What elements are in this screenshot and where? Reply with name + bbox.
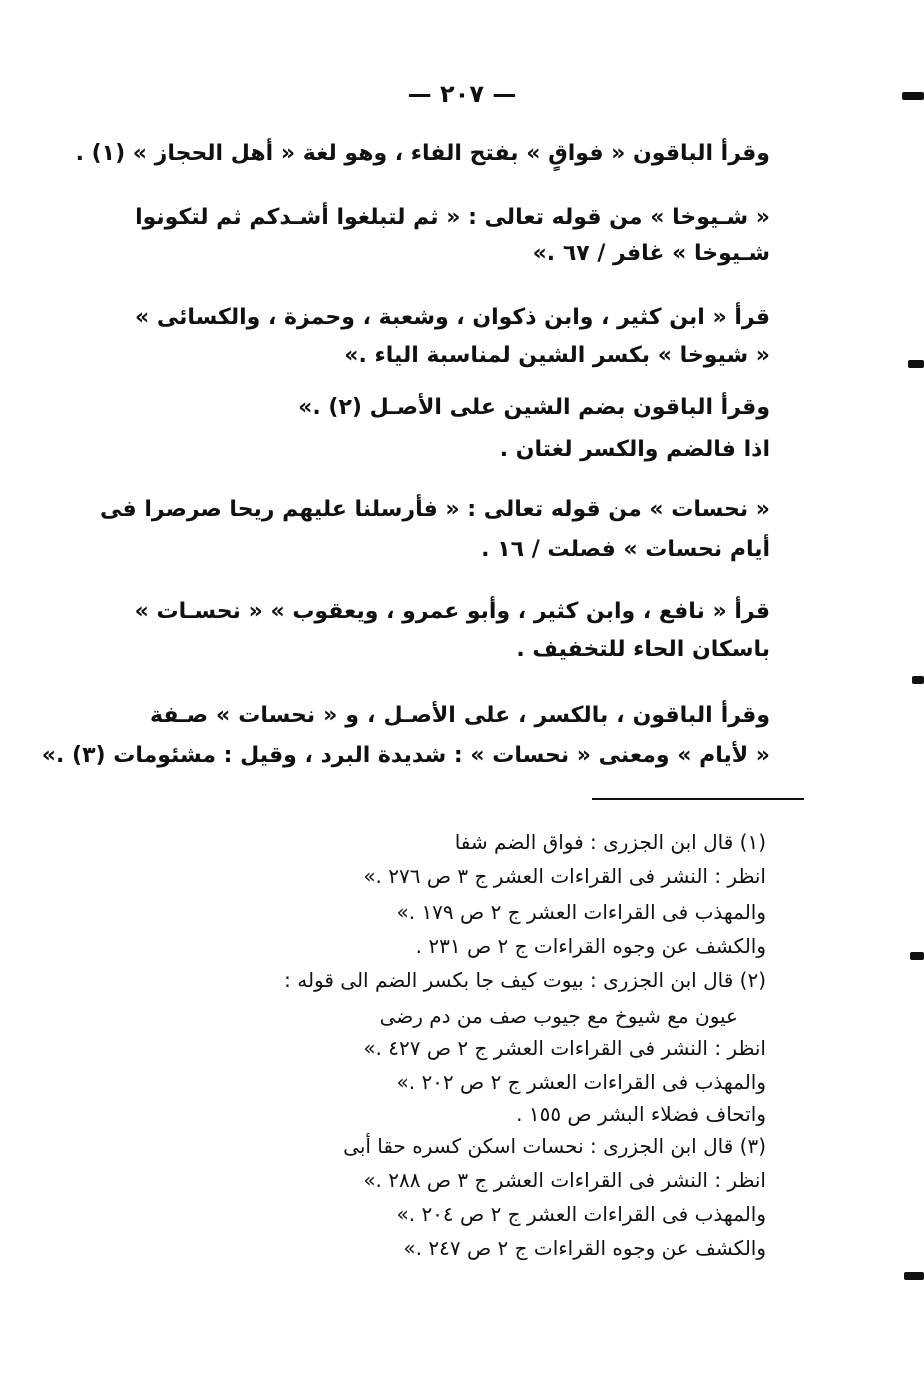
footnote-line: عيون مع شيوخ مع جيوب صف من دم رضى <box>379 1004 738 1028</box>
body-line: أيام نحسات » فصلت / ١٦ . <box>481 537 770 562</box>
scan-edge-mark <box>912 676 924 684</box>
scan-edge-mark <box>904 1272 924 1280</box>
body-line: وقرأ الباقون « فواقٍ » بفتح الفاء ، وهو لغة « أهل الحجاز » (١) . <box>75 141 770 166</box>
body-line: « شيوخا » بكسر الشين لمناسبة الياء .» <box>344 343 770 368</box>
body-line: اذا فالضم والكسر لغتان . <box>499 437 770 462</box>
scan-edge-mark <box>910 952 924 960</box>
scan-edge-mark <box>902 92 924 100</box>
page-number: — ٢٠٧ — <box>407 80 517 108</box>
footnote-line: والكشف عن وجوه القراءات ج ٢ ص ٢٣١ . <box>415 934 766 958</box>
footnote-line: والمهذب فى القراءات العشر ج ٢ ص ٢٠٢ .» <box>396 1070 766 1094</box>
body-line: « لأيام » ومعنى « نحسات » : شديدة البرد ، وقيل : مشئومات (٣) .» <box>41 743 770 768</box>
body-line: قرأ « نافع ، وابن كثير ، وأبو عمرو ، ويعقوب » « نحسـات » <box>134 599 770 624</box>
body-line: قرأ « ابن كثير ، وابن ذكوان ، وشعبة ، وحمزة ، والكسائى » <box>134 305 770 330</box>
footnote-line: والمهذب فى القراءات العشر ج ٢ ص ٢٠٤ .» <box>396 1202 766 1226</box>
footnote-line: واتحاف فضلاء البشر ص ١٥٥ . <box>516 1102 766 1126</box>
footnote-line: (٢) قال ابن الجزرى : بيوت كيف جا بكسر الضم الى قوله : <box>284 968 766 992</box>
footnote-line: والكشف عن وجوه القراءات ج ٢ ص ٢٤٧ .» <box>403 1236 766 1260</box>
body-line: باسكان الحاء للتخفيف . <box>516 637 770 662</box>
scan-edge-mark <box>908 360 924 368</box>
footnote-line: والمهذب فى القراءات العشر ج ٢ ص ١٧٩ .» <box>396 900 766 924</box>
body-line: شـيوخا » غافر / ٦٧ .» <box>532 241 770 266</box>
body-line: وقرأ الباقون بضم الشين على الأصـل (٢) .» <box>298 395 770 420</box>
body-line: وقرأ الباقون ، بالكسر ، على الأصـل ، و « نحسات » صـفة <box>150 703 770 728</box>
footnote-line: انظر : النشر فى القراءات العشر ج ٣ ص ٢٨٨ .» <box>363 1168 766 1192</box>
footnote-separator <box>592 798 804 800</box>
body-line: « نحسات » من قوله تعالى : « فأرسلنا عليهم ريحا صرصرا فى <box>100 497 770 522</box>
footnote-line: (٣) قال ابن الجزرى : نحسات اسكن كسره حقا أبى <box>343 1134 766 1158</box>
body-line: « شـيوخا » من قوله تعالى : « ثم لتبلغوا أشـدكم ثم لتكونوا <box>135 205 770 230</box>
footnote-line: انظر : النشر فى القراءات العشر ج ٢ ص ٤٢٧ .» <box>363 1036 766 1060</box>
footnote-line: انظر : النشر فى القراءات العشر ج ٣ ص ٢٧٦ .» <box>363 864 766 888</box>
footnote-line: (١) قال ابن الجزرى : فواق الضم شفا <box>454 830 766 854</box>
